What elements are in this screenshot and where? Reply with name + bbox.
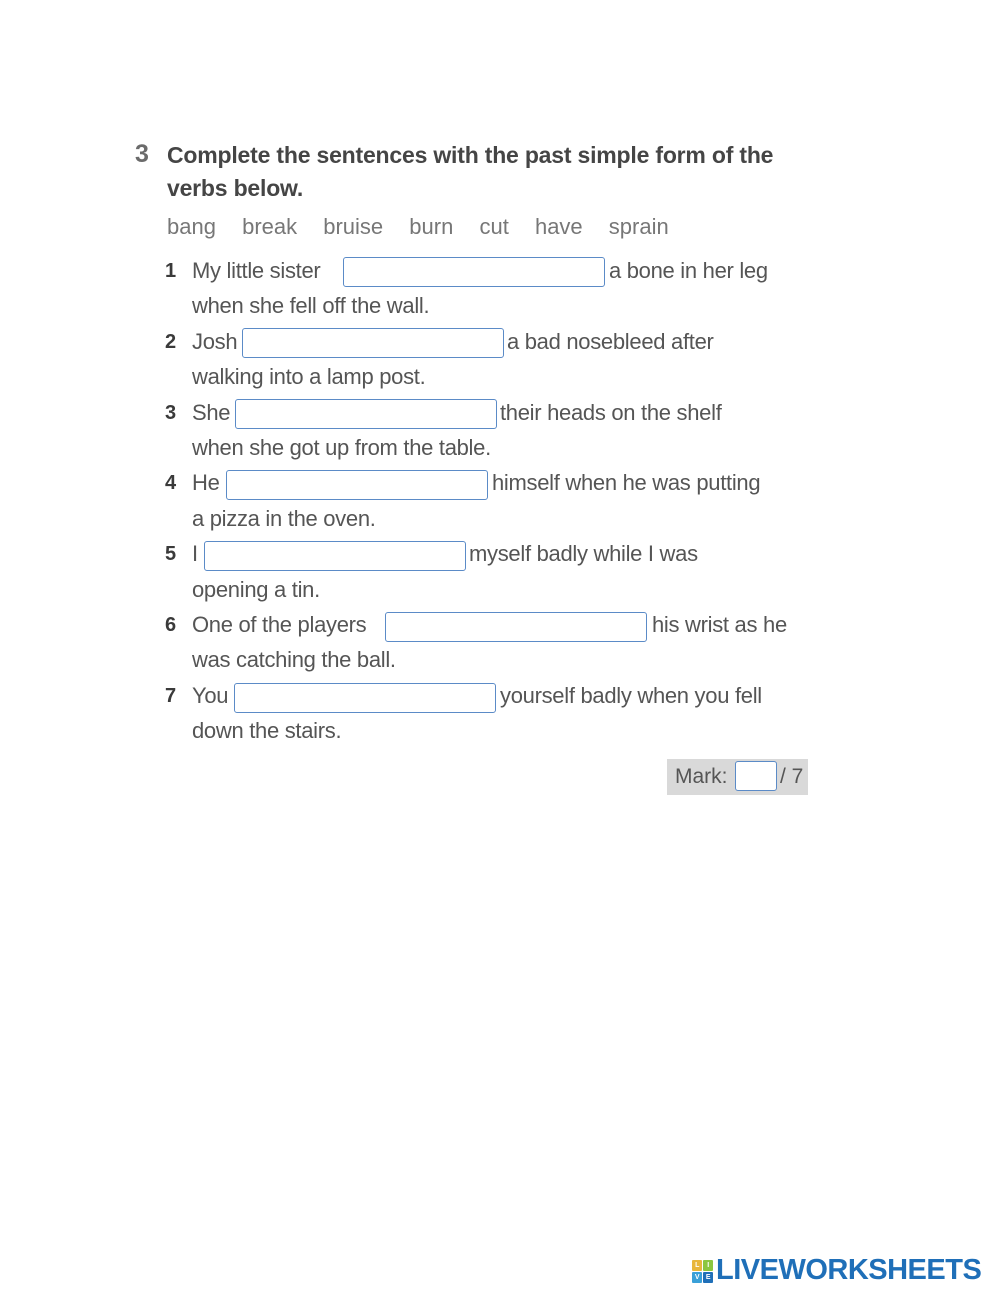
liveworksheets-logo: [692, 1254, 981, 1287]
item-text-after: yourself badly when you fell: [500, 683, 762, 708]
item-number: 3: [165, 402, 177, 424]
item-text-before: He: [192, 470, 220, 495]
answer-input-5[interactable]: [204, 541, 466, 571]
word-bank-item: cut: [479, 214, 509, 239]
logo-letter: E: [703, 1272, 713, 1283]
answer-input-4[interactable]: [226, 470, 488, 500]
mark-label: Mark:: [675, 765, 728, 788]
item-text-before: One of the players: [192, 612, 367, 637]
item-text-line2: walking into a lamp post.: [192, 364, 426, 389]
item-number: 5: [165, 543, 177, 565]
item-text-after: himself when he was putting: [492, 470, 761, 495]
item-text-after: a bone in her leg: [609, 258, 768, 283]
item-text-line2: opening a tin.: [192, 577, 320, 602]
answer-input-2[interactable]: [242, 328, 504, 358]
item-number: 6: [165, 614, 177, 636]
exercise-number: 3: [135, 140, 149, 168]
item-text-before: You: [192, 683, 229, 708]
item-number: 7: [165, 685, 177, 707]
instruction-line-1: Complete the sentences with the past simple form of the: [167, 142, 774, 168]
item-text-before: Josh: [192, 329, 238, 354]
word-bank-item: break: [242, 214, 298, 239]
logo-letter: L: [692, 1260, 702, 1271]
liveworksheets-logo-icon: [692, 1260, 712, 1282]
answer-input-6[interactable]: [385, 612, 647, 642]
instruction-line-2: verbs below.: [167, 175, 304, 201]
word-bank-item: have: [534, 214, 583, 239]
item-number: 4: [165, 472, 177, 494]
logo-letter: V: [692, 1272, 702, 1283]
item-text-before: She: [192, 400, 231, 425]
answer-input-1[interactable]: [343, 257, 605, 287]
mark-total: / 7: [780, 765, 804, 788]
item-text-line2: down the stairs.: [192, 718, 342, 743]
item-number: 2: [165, 331, 177, 353]
item-text-after: their heads on the shelf: [500, 400, 722, 425]
item-text-line2: a pizza in the oven.: [192, 506, 376, 531]
item-text-line2: when she fell off the wall.: [192, 293, 430, 318]
word-bank-item: burn: [409, 214, 454, 239]
logo-letter: I: [703, 1260, 713, 1271]
item-number: 1: [165, 260, 177, 282]
item-text-after: his wrist as he: [652, 612, 787, 637]
item-text-line2: was catching the ball.: [192, 647, 396, 672]
item-text-line2: when she got up from the table.: [192, 435, 491, 460]
brand-name: LIVEWORKSHEETS: [716, 1254, 982, 1286]
word-bank-item: bruise: [323, 214, 384, 239]
answer-input-7[interactable]: [234, 683, 496, 713]
item-text-after: a bad nosebleed after: [507, 329, 714, 354]
item-text-before: My little sister: [192, 258, 321, 283]
answer-input-3[interactable]: [235, 399, 497, 429]
item-text-before: I: [192, 541, 198, 566]
mark-input[interactable]: [735, 761, 777, 791]
item-text-after: myself badly while I was: [469, 541, 698, 566]
word-bank-item: sprain: [608, 214, 669, 239]
word-bank: [167, 214, 689, 240]
word-bank-item: bang: [167, 214, 216, 239]
